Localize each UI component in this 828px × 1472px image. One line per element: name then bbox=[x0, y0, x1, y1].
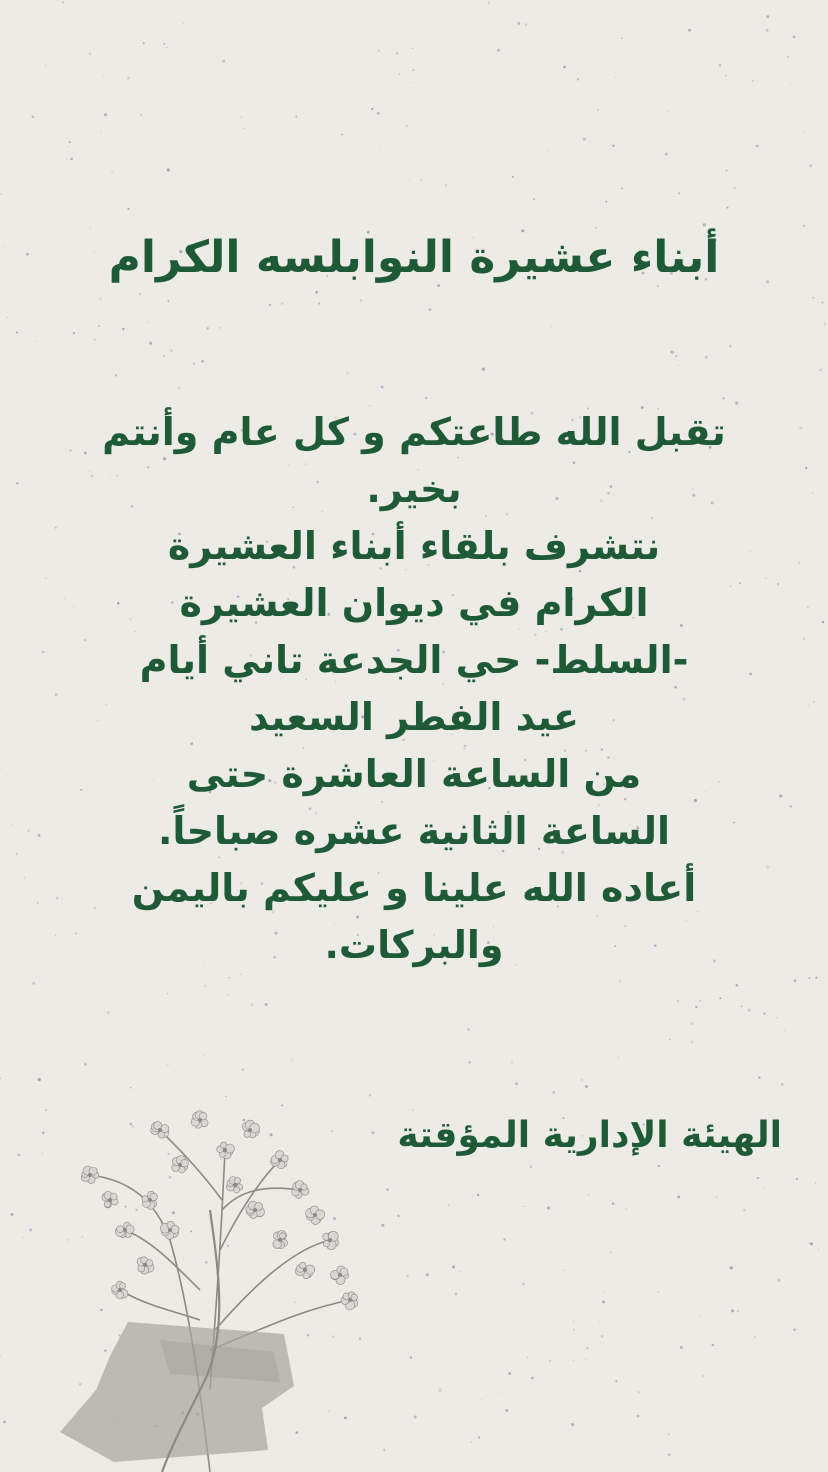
message-line: عيد الفطر السعيد bbox=[248, 695, 580, 739]
message-line: الساعة الثانية عشره صباحاً. bbox=[157, 809, 671, 853]
message-line: أعاده الله علينا و عليكم باليمن bbox=[131, 866, 697, 910]
message-line: تقبل الله طاعتكم و كل عام وأنتم bbox=[102, 410, 726, 454]
message-line: الكرام في ديوان العشيرة bbox=[179, 581, 649, 625]
message-line: نتشرف بلقاء أبناء العشيرة bbox=[167, 524, 661, 568]
message-line: بخير. bbox=[366, 467, 462, 511]
message-line: -السلط- حي الجدعة تاني أيام bbox=[139, 638, 689, 682]
page-title: أبناء عشيرة النوابلسه الكرام bbox=[108, 232, 720, 283]
signature: الهيئة الإدارية المؤقتة bbox=[397, 1115, 782, 1156]
message-body bbox=[90, 404, 738, 974]
message-line: من الساعة العاشرة حتى bbox=[186, 752, 642, 796]
message-line: والبركات. bbox=[324, 923, 504, 967]
